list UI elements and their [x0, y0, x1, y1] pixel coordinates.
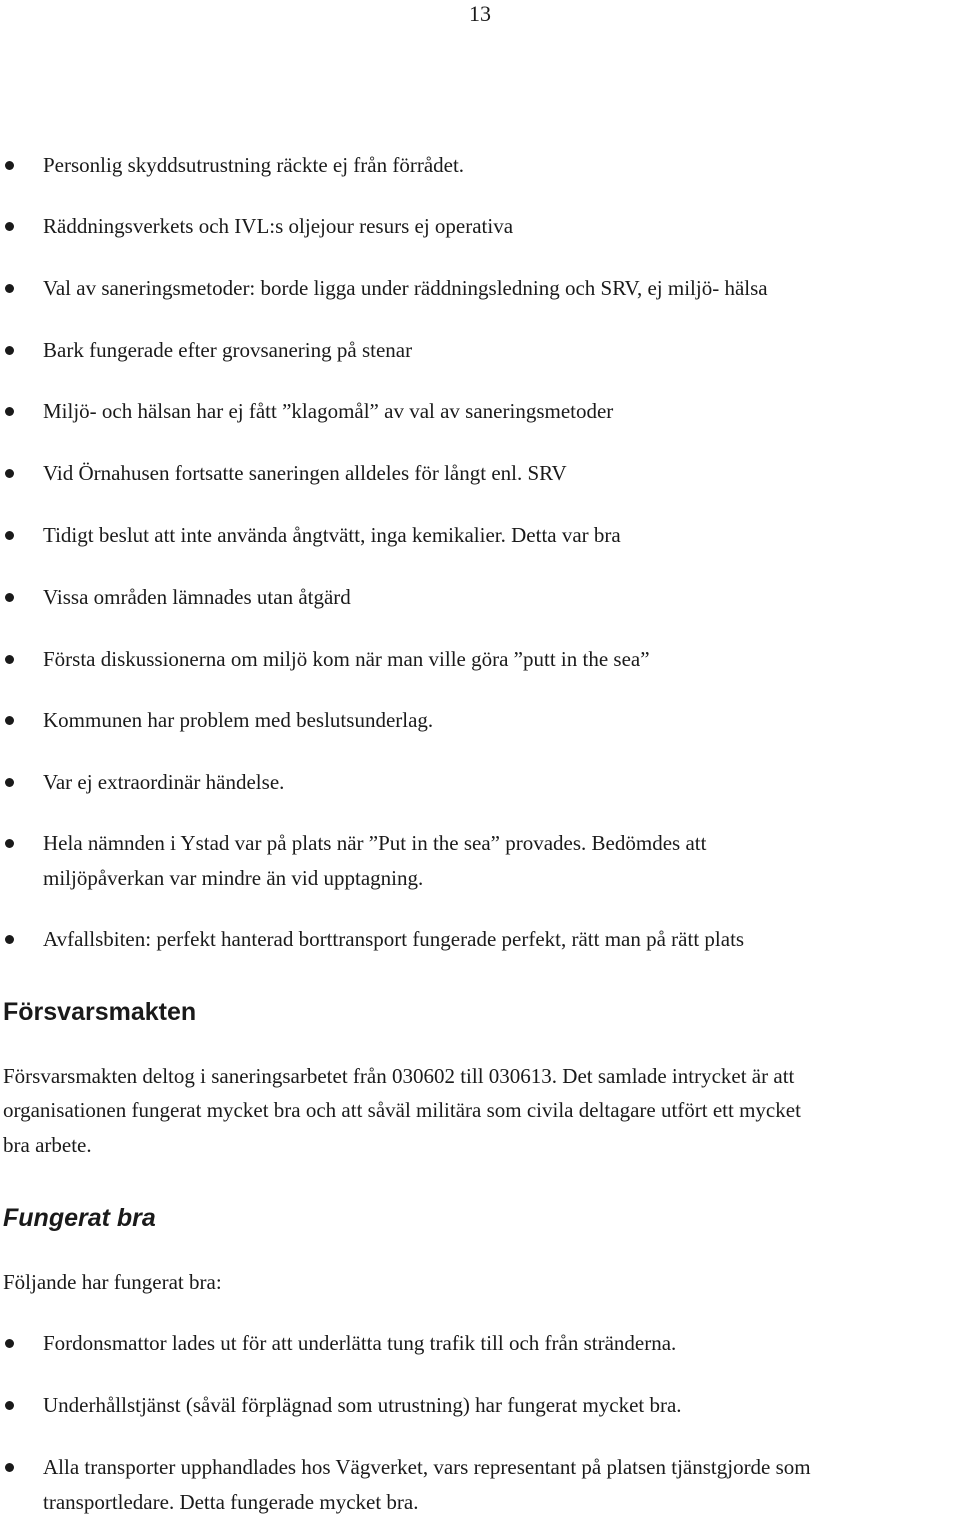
paragraph-line: Försvarsmakten deltog i saneringsarbetet från 030602 till 030613. Det samlade intrycket är att — [3, 1064, 795, 1088]
list-item-text: Bark fungerade efter grovsanering på stenar — [43, 338, 413, 362]
section-heading-fungerat-bra: Fungerat bra — [3, 1204, 156, 1232]
bullet-dot-icon — [5, 778, 14, 787]
bullet-dot-icon — [5, 935, 14, 944]
page-number: 13 — [469, 1, 491, 26]
paragraph-fungerat-intro: Följande har fungerat bra: — [3, 1270, 222, 1294]
paragraph-line: bra arbete. — [3, 1133, 92, 1157]
bullet-dot-icon — [5, 469, 14, 478]
bullet-dot-icon — [5, 284, 14, 293]
list-item-text: Var ej extraordinär händelse. — [43, 770, 285, 794]
list-item-text: Alla transporter upphandlades hos Vägverket, vars representant på platsen tjänstgjorde som — [43, 1455, 811, 1479]
list-item-text: Personlig skyddsutrustning räckte ej från förrådet. — [43, 153, 465, 177]
list-item-text: Avfallsbiten: perfekt hanterad borttransport fungerade perfekt, rätt man på rätt plats — [43, 927, 745, 951]
list-item-text: Hela nämnden i Ystad var på plats när ”Put in the sea” provades. Bedömdes att — [43, 831, 707, 855]
list-item-text: Val av saneringsmetoder: borde ligga under räddningsledning och SRV, ej miljö- hälsa — [43, 276, 768, 300]
bullet-dot-icon — [5, 531, 14, 540]
list-item-text: Första diskussionerna om miljö kom när man ville göra ”putt in the sea” — [43, 647, 650, 671]
bullet-dot-icon — [5, 1463, 14, 1472]
bullet-dot-icon — [5, 1401, 14, 1410]
list-item-text: Tidigt beslut att inte använda ångtvätt, inga kemikalier. Detta var bra — [43, 523, 621, 547]
section-heading-forsvarsmakten: Försvarsmakten — [3, 998, 197, 1026]
bullet-dot-icon — [5, 593, 14, 602]
list-item-text: Vissa områden lämnades utan åtgärd — [43, 585, 351, 609]
list-item-text: Räddningsverkets och IVL:s oljejour resurs ej operativa — [43, 214, 514, 238]
bullet-dot-icon — [5, 161, 14, 170]
list-item-text: Miljö- och hälsan har ej fått ”klagomål” av val av saneringsmetoder — [43, 399, 614, 423]
list-item-text: Vid Örnahusen fortsatte saneringen alldeles för långt enl. SRV — [43, 461, 567, 485]
bullet-dot-icon — [5, 716, 14, 725]
paragraph-line: organisationen fungerat mycket bra och att såväl militära som civila deltagare utfört ett mycket — [3, 1098, 801, 1122]
list-item-text: Underhållstjänst (såväl förplägnad som utrustning) har fungerat mycket bra. — [43, 1393, 682, 1417]
list-item-text: Kommunen har problem med beslutsunderlag. — [43, 708, 434, 732]
bullet-dot-icon — [5, 346, 14, 355]
list-item-text: transportledare. Detta fungerade mycket bra. — [43, 1490, 419, 1514]
bullet-dot-icon — [5, 839, 14, 848]
bullet-dot-icon — [5, 222, 14, 231]
list-item-text: Fordonsmattor lades ut för att underlätta tung trafik till och från stränderna. — [43, 1331, 677, 1355]
bullet-dot-icon — [5, 655, 14, 664]
list-item-text: miljöpåverkan var mindre än vid upptagning. — [43, 866, 424, 890]
bullet-dot-icon — [5, 407, 14, 416]
bullet-dot-icon — [5, 1339, 14, 1348]
